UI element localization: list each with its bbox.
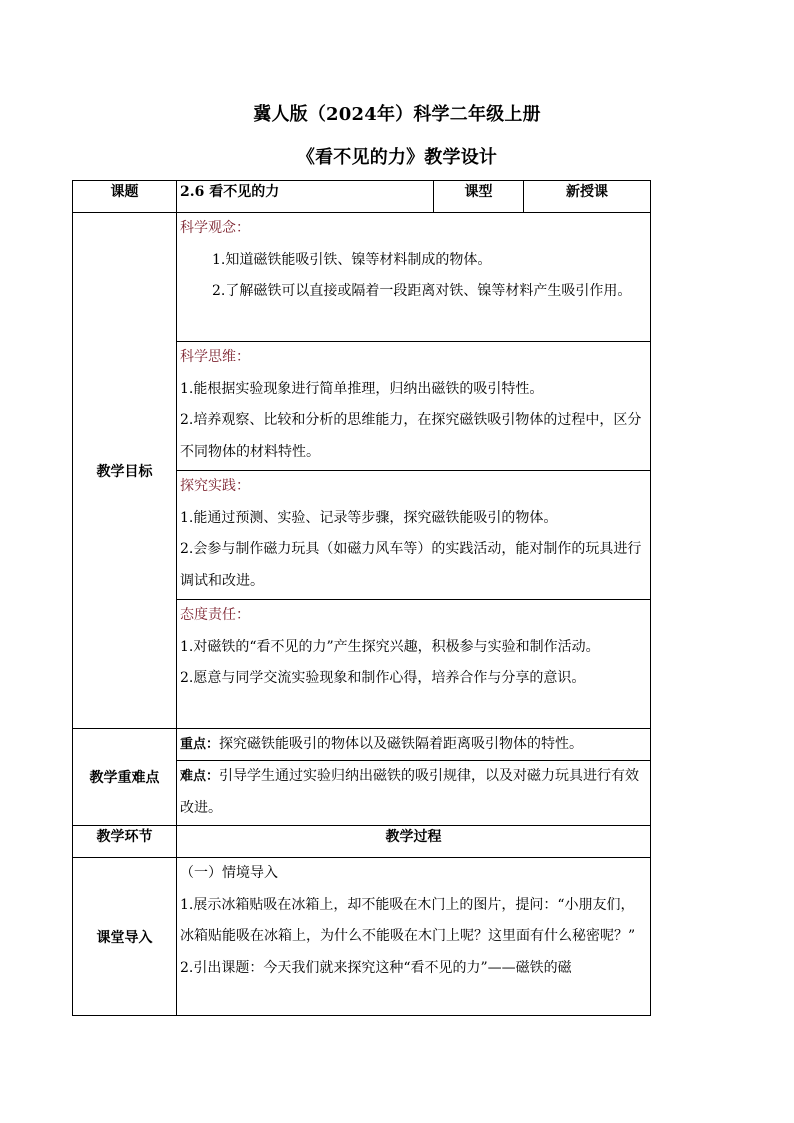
topic-row — [73, 181, 651, 213]
objectives-row-concept — [73, 213, 651, 342]
document-title: 冀人版（2024年）科学二年级上册 — [253, 104, 541, 125]
attitude-title: 态度责任： — [180, 607, 250, 623]
difficulty-cell — [177, 761, 651, 826]
science-thinking-cell — [177, 342, 651, 471]
key-points-label: 教学重难点 — [73, 729, 177, 826]
inquiry-practice-item: 2.会参与制作磁力玩具（如磁力风车等）的实践活动，能对制作的玩具进行调试和改进。 — [180, 541, 642, 589]
science-concept-title: 科学观念： — [180, 220, 250, 236]
lesson-type-label: 课型 — [434, 181, 524, 213]
inquiry-practice-item: 1.能通过预测、实验、记录等步骤，探究磁铁能吸引的物体。 — [180, 509, 558, 526]
attitude-cell — [177, 600, 651, 729]
intro-item: 1.展示冰箱贴吸在冰箱上，却不能吸在木门上的图片，提问：“小朋友们，冰箱贴能吸在冰箱上，为什么不能吸在木门上呢？这里面有什么秘密呢？” — [180, 896, 636, 944]
intro-item: 2.引出课题：今天我们就来探究这种“看不见的力”——磁铁的磁 — [180, 959, 572, 976]
inquiry-practice-title: 探究实践： — [180, 478, 250, 494]
intro-row — [73, 858, 651, 1016]
science-thinking-item: 2.培养观察、比较和分析的思维能力，在探究磁铁吸引物体的过程中，区分不同物体的材料特性。 — [180, 412, 642, 460]
science-thinking-item: 1.能根据实验现象进行简单推理，归纳出磁铁的吸引特性。 — [180, 380, 544, 397]
document-subtitle: 《看不见的力》教学设计 — [296, 147, 498, 168]
objectives-label: 教学目标 — [73, 213, 177, 729]
science-concept-item: 1.知道磁铁能吸引铁、镍等材料制成的物体。 — [212, 251, 492, 268]
process-title: 教学过程 — [177, 826, 651, 858]
topic-label: 课题 — [73, 181, 177, 213]
intro-label: 课堂导入 — [73, 858, 177, 1016]
lesson-type-value: 新授课 — [524, 181, 651, 213]
science-concept-item: 2.了解磁铁可以直接或隔着一段距离对铁、镍等材料产生吸引作用。 — [212, 283, 632, 299]
lesson-plan-table — [72, 180, 651, 1016]
science-concept-cell — [177, 213, 651, 342]
process-stage-label: 教学环节 — [73, 826, 177, 858]
focus-text: 探究磁铁能吸引的物体以及磁铁隔着距离吸引物体的特性。 — [219, 736, 584, 752]
topic-value: 2.6 看不见的力 — [177, 181, 434, 213]
intro-cell — [177, 858, 651, 1016]
attitude-item: 2.愿意与同学交流实验现象和制作心得，培养合作与分享的意识。 — [180, 670, 586, 686]
attitude-item: 1.对磁铁的“看不见的力”产生探究兴趣，积极参与实验和制作活动。 — [180, 638, 600, 655]
inquiry-practice-cell — [177, 471, 651, 600]
key-points-row-focus — [73, 729, 651, 761]
process-header-row — [73, 826, 651, 858]
focus-line — [180, 729, 648, 761]
difficulty-text: 引导学生通过实验归纳出磁铁的吸引规律，以及对磁力玩具进行有效改进。 — [180, 768, 640, 816]
focus-cell — [177, 729, 651, 761]
intro-subtitle: （一）情境导入 — [180, 865, 278, 881]
difficulty-line — [180, 761, 648, 824]
focus-prefix: 重点： — [180, 737, 220, 752]
difficulty-prefix: 难点： — [180, 769, 220, 784]
science-thinking-title: 科学思维： — [180, 349, 250, 365]
